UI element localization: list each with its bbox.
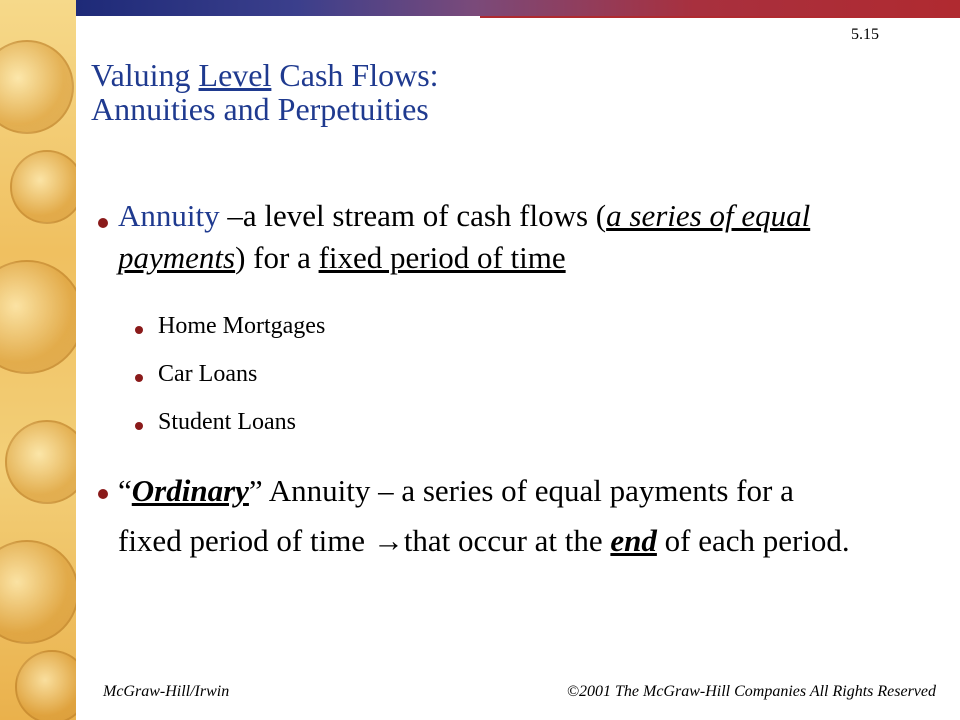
coin-decoration (0, 540, 76, 644)
title-text: Valuing (91, 57, 199, 93)
title-underlined-word: Level (198, 57, 272, 93)
header-gradient-bar (76, 0, 960, 16)
title-line2: Annuities and Perpetuities (91, 91, 429, 127)
sub-item: Home Mortgages (158, 313, 326, 339)
bullet-text: of each period. (656, 523, 850, 558)
footer-publisher: McGraw-Hill/Irwin (103, 683, 230, 700)
sub-bullet-dot (135, 374, 143, 382)
slide-title (91, 58, 439, 126)
coin-decoration (15, 650, 76, 720)
title-text: Cash Flows: (271, 57, 439, 93)
term-ordinary: Ordinary (131, 473, 249, 508)
title-line1 (91, 57, 439, 93)
quote-mark: “ (118, 473, 132, 508)
bullet-annuity (118, 195, 938, 279)
coin-decoration (10, 150, 76, 224)
header-divider (480, 16, 960, 18)
sub-bullet-dot (135, 422, 143, 430)
emphasis-end: end (610, 523, 657, 558)
quote-mark: ” (248, 473, 263, 508)
bullet-text: Annuity – a series of equal payments for a fixed period of time (118, 473, 794, 558)
bullet-dot (98, 489, 108, 499)
bullet-ordinary-annuity (118, 466, 858, 566)
sub-bullet-dot (135, 326, 143, 334)
bullet-text: that occur at the (403, 523, 611, 558)
bullet-dot (98, 218, 108, 228)
coin-decoration (0, 40, 74, 134)
footer-copyright: ©2001 The McGraw-Hill Companies All Rights Reserved (566, 683, 936, 700)
coin-decoration (0, 260, 76, 374)
arrow-right-icon: → (372, 523, 404, 558)
sub-item: Car Loans (158, 361, 258, 387)
emphasis-text: a series of equal payments (118, 198, 811, 275)
coin-decoration (5, 420, 76, 504)
emphasis-text: fixed period of time (318, 240, 566, 275)
bullet-text: –a level stream of cash flows ( (219, 198, 607, 233)
slide-number: 5.15 (851, 26, 879, 43)
sub-item: Student Loans (158, 409, 296, 435)
bullet-text: ) for a (235, 240, 319, 275)
term-annuity: Annuity (118, 198, 220, 233)
decorative-sidebar (0, 0, 76, 720)
